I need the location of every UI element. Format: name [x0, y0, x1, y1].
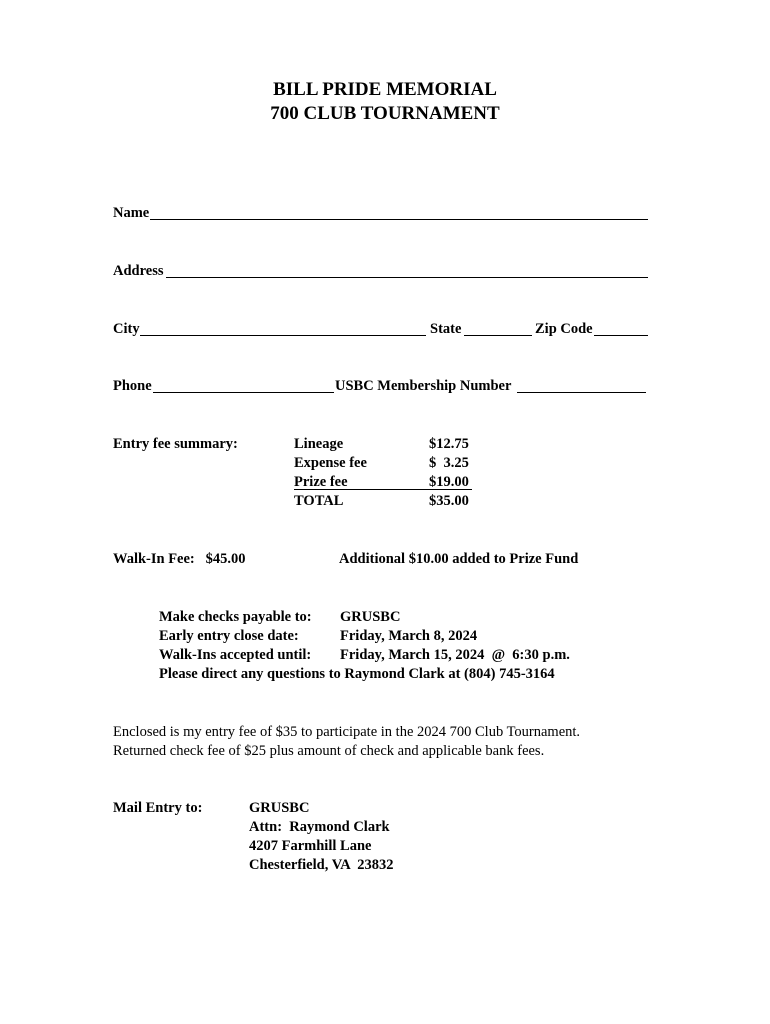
fee-subtotal-rule: [294, 489, 472, 490]
additional-prize-note: Additional $10.00 added to Prize Fund: [339, 551, 579, 567]
walkin-fee: Walk-In Fee: $45.00: [113, 551, 246, 567]
fee-item-label: Lineage: [294, 436, 344, 452]
fee-total-label: TOTAL: [294, 493, 344, 509]
usbc-label: USBC Membership Number: [335, 378, 512, 394]
enclosed-statement: Enclosed is my entry fee of $35 to participate in the 2024 700 Club Tournament.: [113, 724, 581, 740]
mail-address-line: 4207 Farmhill Lane: [249, 838, 372, 854]
walkins-value: Friday, March 15, 2024 @ 6:30 p.m.: [340, 647, 570, 663]
returned-check-note: Returned check fee of $25 plus amount of check and applicable bank fees.: [113, 743, 545, 759]
phone-label: Phone: [113, 378, 152, 394]
early-entry-value: Friday, March 8, 2024: [340, 628, 478, 644]
name-field[interactable]: [150, 219, 648, 220]
mail-address-line: GRUSBC: [249, 800, 310, 816]
zip-field[interactable]: [594, 335, 648, 336]
mail-address-line: Attn: Raymond Clark: [249, 819, 390, 835]
title-line-2: 700 CLUB TOURNAMENT: [270, 103, 500, 124]
mail-entry-label: Mail Entry to:: [113, 800, 203, 816]
mail-address-line: Chesterfield, VA 23832: [249, 857, 394, 873]
title-line-1: BILL PRIDE MEMORIAL: [273, 79, 497, 100]
usbc-field[interactable]: [517, 392, 646, 393]
city-label: City: [113, 321, 140, 337]
fee-total-amount: $35.00: [429, 493, 469, 509]
name-label: Name: [113, 205, 150, 221]
fee-item-amount: $19.00: [429, 474, 469, 490]
address-field[interactable]: [166, 277, 648, 278]
early-entry-label: Early entry close date:: [159, 628, 299, 644]
walkins-label: Walk-Ins accepted until:: [159, 647, 312, 663]
zip-label: Zip Code: [535, 321, 593, 337]
fee-item-label: Prize fee: [294, 474, 348, 490]
questions-contact: Please direct any questions to Raymond Clark at (804) 745-3164: [159, 666, 555, 682]
address-label: Address: [113, 263, 164, 279]
state-field[interactable]: [464, 335, 532, 336]
fee-item-label: Expense fee: [294, 455, 367, 471]
fee-summary-label: Entry fee summary:: [113, 436, 238, 452]
city-field[interactable]: [140, 335, 426, 336]
checks-label: Make checks payable to:: [159, 609, 312, 625]
phone-field[interactable]: [153, 392, 334, 393]
fee-item-amount: $12.75: [429, 436, 469, 452]
fee-item-amount: $ 3.25: [429, 455, 469, 471]
checks-value: GRUSBC: [340, 609, 401, 625]
state-label: State: [430, 321, 462, 337]
